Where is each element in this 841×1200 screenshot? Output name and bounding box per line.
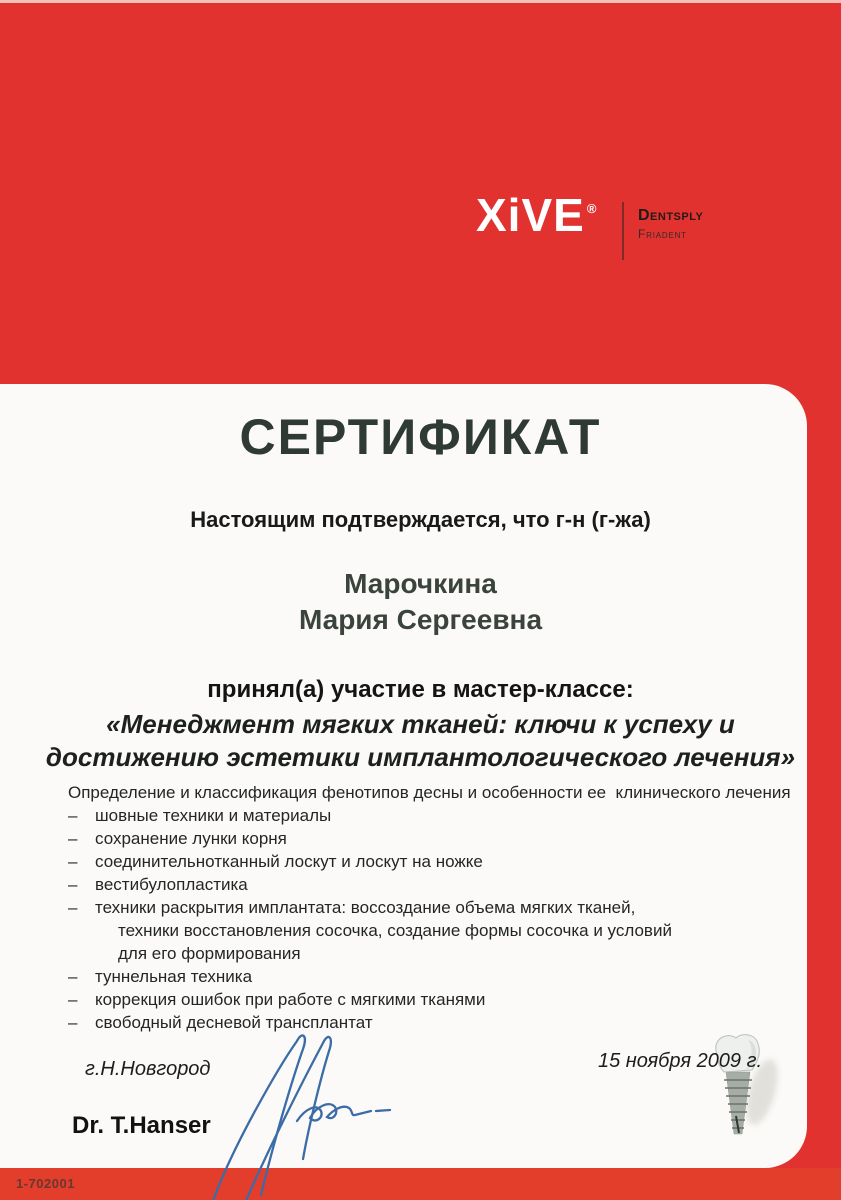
scan-edge — [0, 0, 841, 3]
topic-dash: – — [68, 898, 78, 917]
event-date: 15 ноября 2009 г. — [598, 1050, 763, 1072]
topic-item: – шовные техники и материалы — [68, 806, 332, 825]
topic-item: – техники раскрытия имплантата: воссоздание объема мягких тканей, — [68, 898, 636, 917]
signature-image — [185, 1025, 405, 1200]
dentsply-logo-text: Dentsply — [638, 207, 704, 224]
logo-divider — [622, 202, 624, 260]
topic-item: – коррекция ошибок при работе с мягкими тканями — [68, 990, 486, 1009]
participation-text: принял(а) участие в мастер-классе: — [207, 676, 634, 703]
registered-mark: ® — [586, 201, 597, 216]
city-text: г.Н.Новгород — [85, 1058, 211, 1080]
topic-dash: – — [68, 990, 78, 1009]
recipient-name — [0, 566, 841, 638]
xive-logo-text: XiVE — [476, 189, 585, 241]
topic-item: – сохранение лунки корня — [68, 829, 287, 848]
topic-item: – туннельная техника — [68, 967, 253, 986]
course-title-line1: «Менеджмент мягких тканей: ключи к успеху и — [106, 709, 735, 739]
topic-item: – вестибулопластика — [68, 875, 248, 894]
topics-list — [0, 804, 807, 1034]
recipient-name-line1: Марочкина — [344, 568, 497, 599]
topic-dash: – — [68, 967, 78, 986]
dentsply-friadent-logo — [638, 208, 703, 240]
topic-dash: – — [68, 852, 78, 871]
confirmation-text: Настоящим подтверждается, что г-н (г-жа) — [190, 507, 651, 532]
topics-intro: Определение и классификация фенотипов десны и особенности ее клинического лечения — [68, 783, 791, 802]
topic-dash: – — [68, 829, 78, 848]
bottom-strip — [0, 1168, 841, 1200]
signer-name: Dr. T.Hanser — [72, 1112, 211, 1139]
topic-item: – соединительнотканный лоскут и лоскут на ножке — [68, 852, 483, 871]
topic-dash: – — [68, 1013, 78, 1032]
recipient-name-line2: Мария Сергеевна — [298, 604, 543, 635]
topic-dash: – — [68, 875, 78, 894]
xive-logo — [476, 189, 597, 241]
friadent-logo-text: Friadent — [638, 227, 687, 241]
topic-item: – свободный десневой трансплантат — [68, 1013, 373, 1032]
topic-item: для его формирования — [118, 944, 301, 963]
topic-item: техники восстановления сосочка, создание формы сосочка и условий — [118, 921, 672, 940]
serial-number: 1-702001 — [16, 1176, 75, 1191]
tooth-implant-image — [690, 1030, 800, 1145]
certificate-title: СЕРТИФИКАТ — [239, 409, 602, 465]
course-title — [0, 708, 841, 774]
course-title-line2: достижению эстетики имплантологического лечения» — [45, 742, 796, 772]
topic-dash: – — [68, 806, 78, 825]
topics-block — [0, 781, 807, 1034]
